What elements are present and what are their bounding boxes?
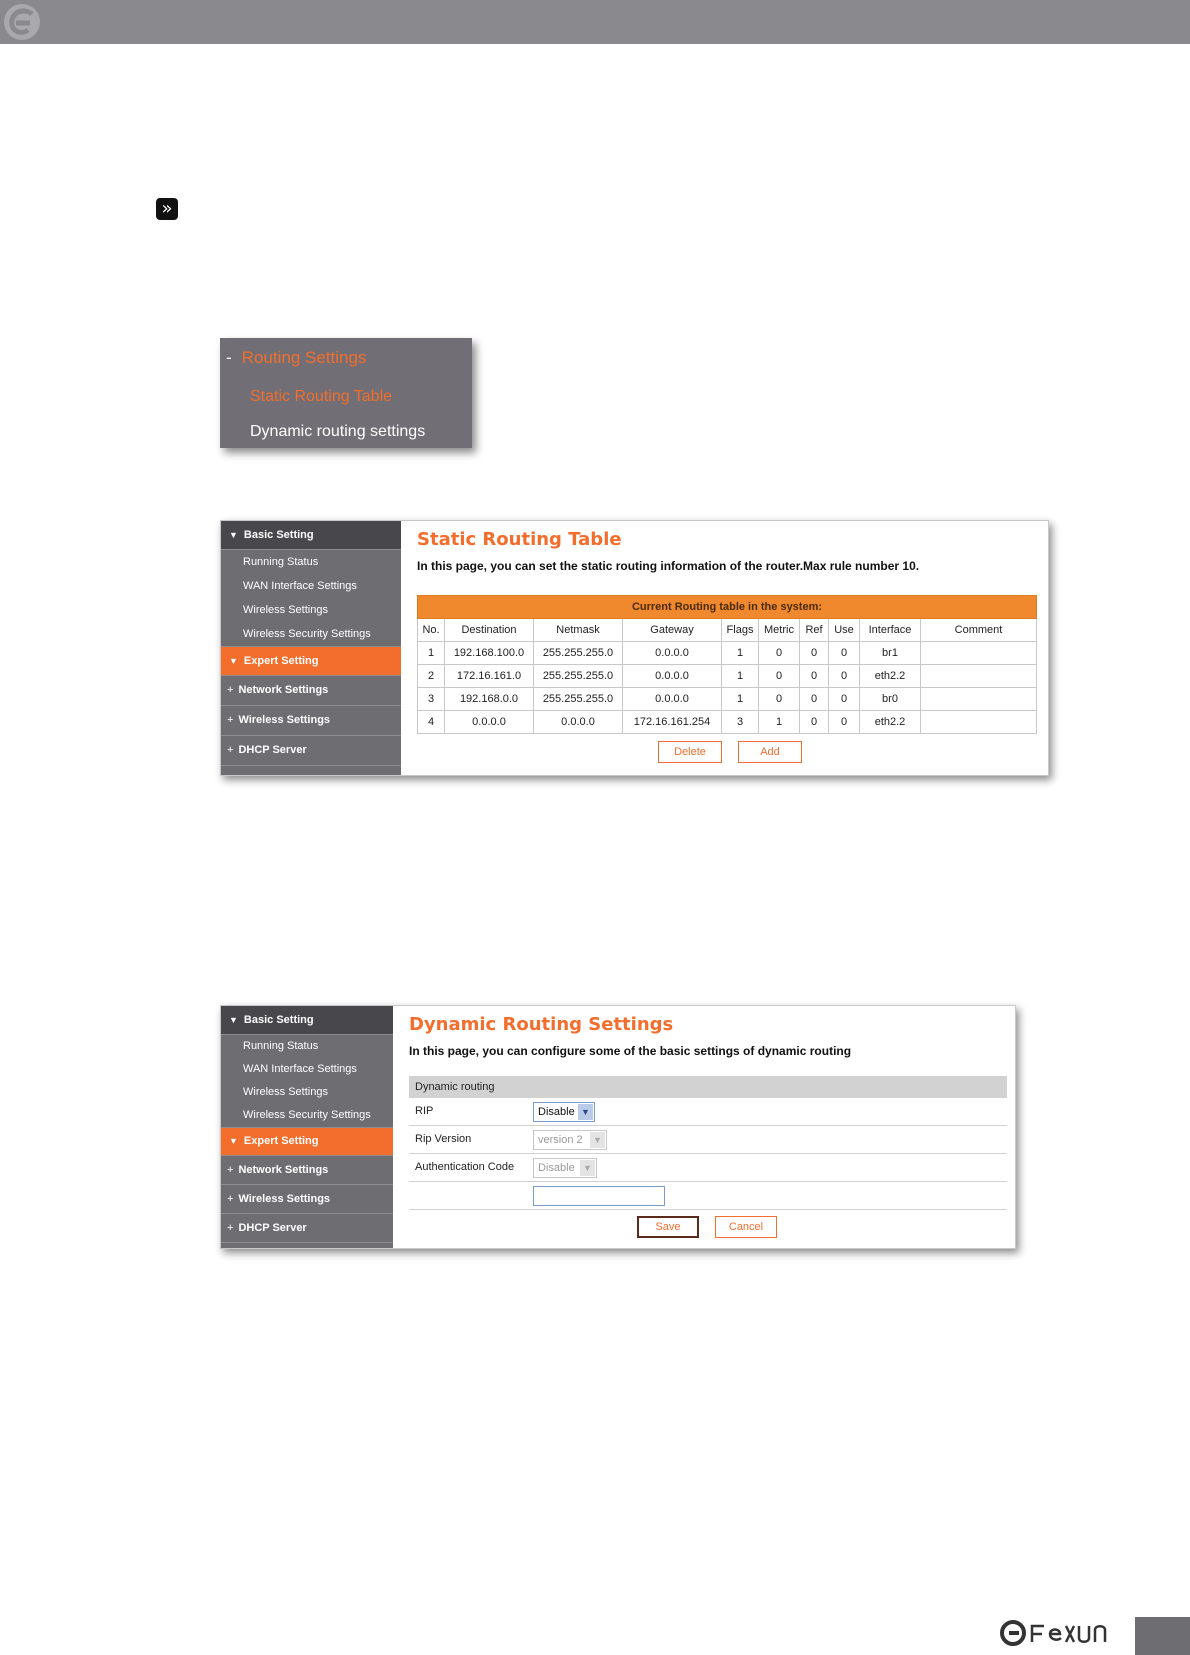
sidebar-item-wireless-security[interactable]: Wireless Security Settings bbox=[243, 1109, 371, 1121]
table-row bbox=[418, 642, 1037, 665]
section-header: Dynamic routing bbox=[409, 1076, 1007, 1098]
sidebar-wireless-settings[interactable]: + Wireless Settings bbox=[221, 706, 401, 736]
auth-code-input[interactable] bbox=[533, 1186, 665, 1206]
sidebar-item-running-status[interactable]: Running Status bbox=[243, 556, 319, 568]
cell: 1 bbox=[722, 665, 759, 688]
cell: 192.168.100.0 bbox=[445, 642, 534, 665]
auth-code-row bbox=[409, 1182, 1007, 1210]
cell: 0 bbox=[759, 642, 800, 665]
page-title: Dynamic Routing Settings bbox=[409, 1014, 674, 1035]
cell bbox=[921, 711, 1037, 734]
dynamic-routing-content bbox=[393, 1006, 1015, 1248]
static-routing-content bbox=[401, 521, 1048, 775]
sidebar-dhcp-server[interactable]: + DHCP Server bbox=[221, 1214, 393, 1243]
auth-label: Authentication Code bbox=[415, 1161, 515, 1173]
cell: 4 bbox=[418, 711, 445, 734]
routing-table bbox=[417, 595, 1037, 734]
cell: br0 bbox=[860, 688, 921, 711]
delete-button[interactable]: Delete bbox=[658, 741, 722, 763]
table-row bbox=[418, 665, 1037, 688]
add-button[interactable]: Add bbox=[738, 741, 802, 763]
sidebar-wireless-settings[interactable]: + Wireless Settings bbox=[221, 1185, 393, 1214]
cell: 1 bbox=[418, 642, 445, 665]
col-metric: Metric bbox=[759, 619, 800, 642]
sidebar-item-wireless-security[interactable]: Wireless Security Settings bbox=[243, 628, 371, 640]
cell: 0 bbox=[759, 688, 800, 711]
cell: 0 bbox=[800, 665, 829, 688]
sidebar-item-wan-interface[interactable]: WAN Interface Settings bbox=[243, 1063, 357, 1075]
plus-icon: + bbox=[227, 714, 234, 726]
triangle-down-icon: ▼ bbox=[229, 530, 238, 540]
table-row bbox=[418, 711, 1037, 734]
routing-settings-label: Routing Settings bbox=[241, 348, 367, 367]
auth-select[interactable]: Disable ▼ bbox=[533, 1158, 597, 1178]
cell: eth2.2 bbox=[860, 665, 921, 688]
table-header-row bbox=[418, 619, 1037, 642]
page-description: In this page, you can configure some of the basic settings of dynamic routing bbox=[409, 1044, 852, 1058]
sidebar-item-wireless-settings[interactable]: Wireless Settings bbox=[243, 604, 328, 616]
collapse-symbol: - bbox=[226, 348, 232, 367]
page-header-bar bbox=[0, 0, 1190, 44]
cell: 0.0.0.0 bbox=[623, 688, 722, 711]
rip-version-select[interactable]: version 2 ▼ bbox=[533, 1130, 607, 1150]
cell: 0 bbox=[829, 688, 860, 711]
plus-icon: + bbox=[227, 1193, 234, 1205]
plus-icon: + bbox=[227, 1164, 234, 1176]
table-caption: Current Routing table in the system: bbox=[418, 596, 1037, 619]
cell: eth2.2 bbox=[860, 711, 921, 734]
cell: br1 bbox=[860, 642, 921, 665]
cell: 1 bbox=[722, 642, 759, 665]
cell: 2 bbox=[418, 665, 445, 688]
cell bbox=[921, 642, 1037, 665]
col-interface: Interface bbox=[860, 619, 921, 642]
cell: 1 bbox=[759, 711, 800, 734]
cell: 255.255.255.0 bbox=[534, 665, 623, 688]
rip-version-row bbox=[409, 1126, 1007, 1154]
cell: 0 bbox=[800, 642, 829, 665]
cell: 0 bbox=[800, 711, 829, 734]
cell: 0.0.0.0 bbox=[445, 711, 534, 734]
cell: 1 bbox=[722, 688, 759, 711]
cell: 0 bbox=[829, 642, 860, 665]
routing-settings-header[interactable] bbox=[226, 348, 366, 368]
menu-item-dynamic-routing-settings[interactable]: Dynamic routing settings bbox=[250, 423, 426, 440]
col-destination: Destination bbox=[445, 619, 534, 642]
sidebar-basic-setting[interactable]: ▼ Basic Setting bbox=[221, 521, 401, 550]
sidebar-item-wireless-settings[interactable]: Wireless Settings bbox=[243, 1086, 328, 1098]
menu-item-static-routing-table[interactable]: Static Routing Table bbox=[250, 388, 393, 405]
col-comment: Comment bbox=[921, 619, 1037, 642]
col-ref: Ref bbox=[800, 619, 829, 642]
page-number-tab bbox=[1135, 1617, 1190, 1655]
page-title: Static Routing Table bbox=[417, 529, 622, 550]
routing-settings-menu bbox=[220, 338, 472, 448]
sidebar-expert-setting[interactable]: ▼ Expert Setting bbox=[221, 1127, 393, 1156]
cancel-button[interactable]: Cancel bbox=[715, 1216, 777, 1238]
sidebar bbox=[221, 1006, 393, 1248]
triangle-down-icon: ▼ bbox=[229, 1136, 238, 1146]
cell: 255.255.255.0 bbox=[534, 688, 623, 711]
cell: 0 bbox=[759, 665, 800, 688]
brand-logo-icon bbox=[2, 2, 42, 42]
plus-icon: + bbox=[227, 744, 234, 756]
sidebar bbox=[221, 521, 401, 775]
cell: 172.16.161.0 bbox=[445, 665, 534, 688]
cell bbox=[921, 688, 1037, 711]
auth-row bbox=[409, 1154, 1007, 1182]
sidebar-network-settings[interactable]: + Network Settings bbox=[221, 676, 401, 706]
sidebar-network-settings[interactable]: + Network Settings bbox=[221, 1156, 393, 1185]
page-description: In this page, you can set the static routing information of the router.Max rule number 10. bbox=[417, 559, 920, 573]
sidebar-expert-setting[interactable]: ▼ Expert Setting bbox=[221, 646, 401, 676]
cell: 0 bbox=[829, 665, 860, 688]
cell: 3 bbox=[418, 688, 445, 711]
chevron-down-icon: ▼ bbox=[590, 1132, 605, 1148]
cell: 0.0.0.0 bbox=[534, 711, 623, 734]
rip-row bbox=[409, 1098, 1007, 1126]
sidebar-basic-setting[interactable]: ▼ Basic Setting bbox=[221, 1006, 393, 1035]
static-routing-screenshot bbox=[220, 520, 1049, 776]
cell: 0.0.0.0 bbox=[623, 665, 722, 688]
dynamic-routing-screenshot bbox=[220, 1005, 1016, 1249]
feixun-logo-icon bbox=[1000, 1618, 1110, 1648]
col-netmask: Netmask bbox=[534, 619, 623, 642]
rip-select[interactable]: Disable ▼ bbox=[533, 1102, 595, 1122]
sidebar-item-running-status[interactable]: Running Status bbox=[243, 1040, 319, 1052]
rip-version-label: Rip Version bbox=[415, 1133, 472, 1145]
plus-icon: + bbox=[227, 684, 234, 696]
triangle-down-icon: ▼ bbox=[229, 656, 238, 666]
cell: 3 bbox=[722, 711, 759, 734]
col-use: Use bbox=[829, 619, 860, 642]
cell: 255.255.255.0 bbox=[534, 642, 623, 665]
col-flags: Flags bbox=[722, 619, 759, 642]
chevron-down-icon: ▼ bbox=[578, 1104, 593, 1120]
cell: 0 bbox=[829, 711, 860, 734]
col-gateway: Gateway bbox=[623, 619, 722, 642]
cell: 0.0.0.0 bbox=[623, 642, 722, 665]
cell: 0 bbox=[800, 688, 829, 711]
sidebar-dhcp-server[interactable]: + DHCP Server bbox=[221, 736, 401, 766]
save-button[interactable]: Save bbox=[637, 1216, 699, 1238]
table-row bbox=[418, 688, 1037, 711]
cell bbox=[921, 665, 1037, 688]
triangle-down-icon: ▼ bbox=[229, 1015, 238, 1025]
double-chevron-right-icon: » bbox=[156, 198, 178, 220]
plus-icon: + bbox=[227, 1222, 234, 1234]
rip-label: RIP bbox=[415, 1105, 434, 1117]
col-no: No. bbox=[418, 619, 445, 642]
sidebar-item-wan-interface[interactable]: WAN Interface Settings bbox=[243, 580, 357, 592]
cell: 192.168.0.0 bbox=[445, 688, 534, 711]
chevron-down-icon: ▼ bbox=[580, 1160, 595, 1176]
cell: 172.16.161.254 bbox=[623, 711, 722, 734]
